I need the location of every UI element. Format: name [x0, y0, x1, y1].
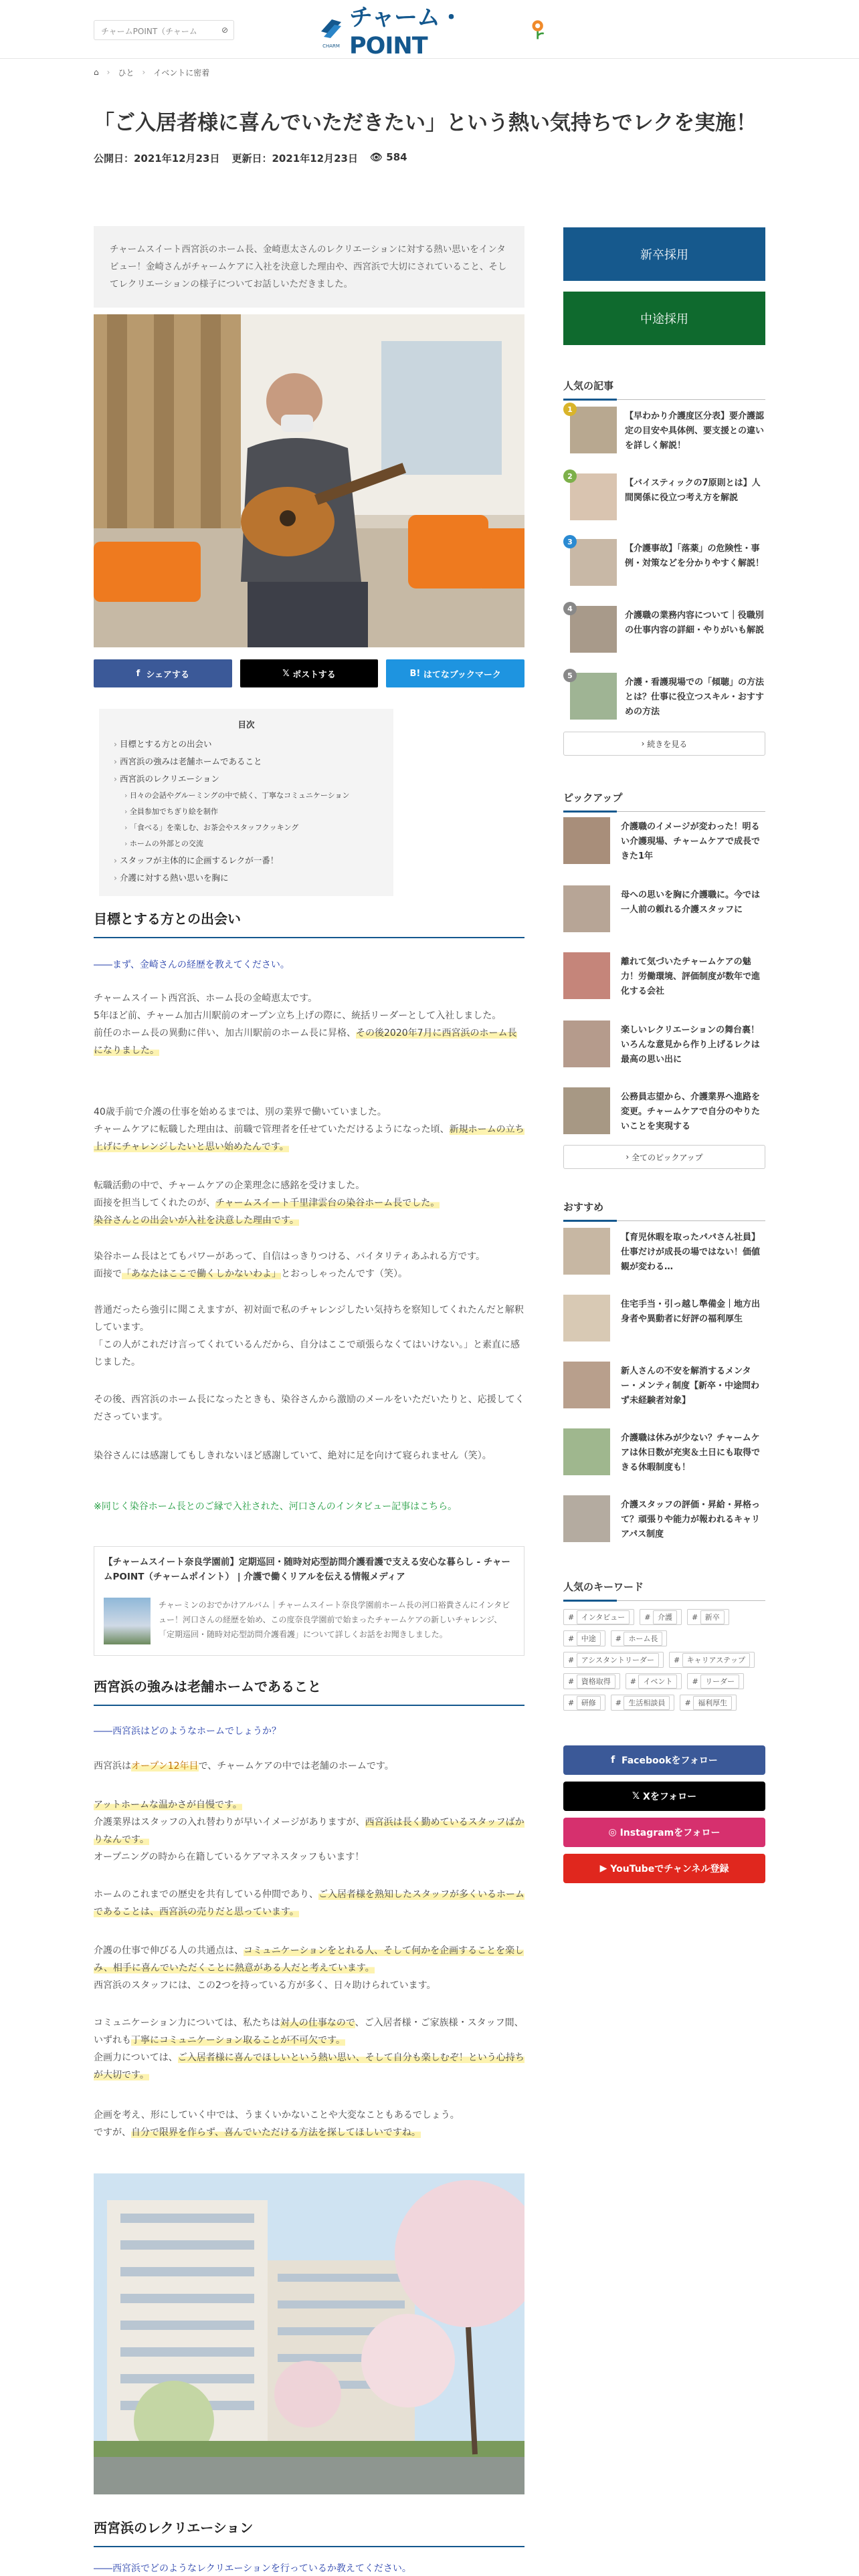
sentence — [94, 1212, 524, 1229]
link-card-thumbnail — [104, 1598, 151, 1644]
x-icon: 𝕏 — [632, 1791, 644, 1802]
paragraph — [94, 1177, 524, 1229]
article-title: 【育児休暇を取ったパパさん社員】仕事だけが成長の場ではない！価値観が変わる… — [621, 1232, 761, 1272]
sentence-part: とおっしゃったんです（笑）。 — [281, 1269, 407, 1279]
popular-article[interactable] — [563, 473, 765, 522]
article-summary: チャームスイート西宮浜のホーム長、金崎恵太さんのレクリエーションに対する熱い思いをインタビュー！金崎さんがチャームケアに入社を決意した理由や、西宮浜で大切にされていること、そしてレクリエーションの様子についてお話しいただきました。 — [94, 226, 524, 308]
keyword-label: アシスタントリーダー — [577, 1653, 659, 1667]
paragraph — [94, 990, 524, 1059]
article-title: 【バイスティックの7原則とは】人間関係に役立つ考え方を解説 — [625, 478, 761, 503]
sentence: オープニングの時から在籍しているケアマネスタッフもいます！ — [94, 1852, 365, 1862]
sentence-part: 前任のホーム長の異動に伴い、加古川駅前のホーム長に昇格、 — [94, 1028, 356, 1039]
keyword-tag[interactable]: # 中途 — [563, 1630, 605, 1646]
article-title: 【介護事故】「落薬」の危険性・事例・対策などを分かりやすく解説！ — [625, 544, 765, 568]
article-thumbnail — [570, 407, 617, 453]
more-label: 全てのピックアップ — [631, 1152, 703, 1162]
sentence — [94, 1814, 524, 1848]
published-date: 公開日：2021年12月23日 — [94, 152, 220, 165]
facebook-follow-button[interactable] — [563, 1745, 765, 1775]
breadcrumb — [94, 64, 209, 80]
youtube-subscribe-button[interactable] — [563, 1854, 765, 1883]
paragraph — [94, 2107, 524, 2141]
sentence: 5年ほど前、チャーム加古川駅前のオープン立ち上げの際に、統括リーダーとして入社しました。 — [94, 1010, 502, 1021]
keyword-tag[interactable]: # 新卒 — [687, 1609, 729, 1625]
popular-articles-title: 人気の記事 — [563, 379, 765, 400]
rank-badge: 4 — [563, 602, 577, 615]
paragraph — [94, 1886, 524, 1921]
toc-title: 目次 — [237, 720, 255, 730]
sentence: 西宮浜のスタッフには、この2つを持っている方が多く、日々助けられています。 — [94, 1980, 436, 1991]
sentence-part: チャームケアに転職した理由は、前職で管理者を任せていただけるようになった頃、 — [94, 1124, 450, 1135]
paragraph — [94, 2014, 524, 2084]
keyword-tag[interactable]: # リーダー — [687, 1673, 744, 1689]
follow-label: YouTubeでチャンネル登録 — [610, 1864, 729, 1874]
keyword-tag[interactable]: # 介護 — [640, 1609, 682, 1625]
view-count — [370, 151, 407, 165]
article-title: 介護職の業務内容について｜役職別の仕事内容の詳細・やりがいも解説 — [625, 611, 765, 635]
sentence-part: コミュニケーション力については、私たちは — [94, 2018, 280, 2028]
article-meta — [94, 151, 524, 165]
popular-more-button[interactable] — [563, 732, 765, 756]
hatena-bookmark-button[interactable] — [386, 659, 524, 687]
rank-badge: 2 — [563, 469, 577, 483]
section-heading-recreation: 西宮浜のレクリエーション — [94, 2517, 524, 2547]
paragraph — [94, 1757, 524, 1775]
sentence-part: 介護業界はスタッフの入れ替わりが早いイメージがありますが、 — [94, 1817, 365, 1828]
article-thumbnail — [570, 473, 617, 520]
search-placeholder: チャームPOINT（チャーム — [101, 27, 197, 36]
sentence — [94, 1265, 524, 1283]
article-thumbnail — [563, 1362, 610, 1408]
sentence: 企画を考え、形にしていく中では、うまくいかないことや大変なこともあるでしょう。 — [94, 2110, 460, 2121]
popular-article[interactable] — [563, 407, 765, 455]
highlight: その後2020年7月に西宮浜のホーム長になりました。 — [94, 1028, 517, 1056]
sentence-part: ですが、 — [94, 2127, 131, 2138]
article-thumbnail — [563, 817, 610, 864]
pickup-article[interactable] — [563, 817, 765, 867]
recommend-article[interactable] — [563, 1228, 765, 1277]
mid-career-recruit-button[interactable]: 中途採用 — [563, 292, 765, 345]
highlight: 「あなたはここで働くしかないわよ」 — [122, 1269, 281, 1279]
rank-badge: 1 — [563, 403, 577, 416]
sentence — [94, 1121, 524, 1156]
article-thumbnail — [570, 606, 617, 653]
sentence-part: 面接を担当してくれたのが、 — [94, 1198, 215, 1208]
highlight: コミュニケーションをとれる人、そして何かを企画することを楽しみ、相手に喜んでいただくことに熱意がある人だと考えています。 — [94, 1945, 524, 1973]
rank-badge: 3 — [563, 535, 577, 548]
site-logo[interactable] — [318, 5, 546, 60]
highlight: アットホームな温かさが自慢です。 — [94, 1800, 242, 1810]
link-card[interactable] — [94, 1546, 524, 1656]
share-buttons — [94, 659, 524, 687]
article-title: 新人さんの不安を解消するメンター・メンティ制度【新卒・中途問わず未経験者対象】 — [621, 1366, 759, 1406]
toc-item[interactable]: › 介護に対する熱い思いを胸に — [114, 869, 379, 887]
article-thumbnail — [563, 1087, 610, 1134]
paragraph — [94, 1103, 524, 1156]
new-grad-recruit-button[interactable]: 新卒採用 — [563, 227, 765, 281]
keyword-label: インタビュー — [577, 1610, 630, 1624]
instagram-follow-button[interactable] — [563, 1818, 765, 1847]
recommend-article[interactable] — [563, 1362, 765, 1411]
rank-badge: 5 — [563, 669, 577, 682]
article-title: 公務員志望から、介護業界へ進路を変更。チャームケアで自分のやりたいことを実現する — [621, 1092, 761, 1132]
recommend-article[interactable] — [563, 1495, 765, 1545]
toc-item[interactable]: › 西宮浜のレクリエーション — [114, 770, 379, 788]
toc-subitem[interactable]: › 日々の会話やグルーミングの中で続く、丁寧なコミュニケーション — [114, 788, 379, 804]
highlight: 自分で限界を作らず、喜んでいただける方法を探してほしいですね。 — [131, 2127, 421, 2138]
toc-item[interactable]: › 西宮浜の強みは老舗ホームであること — [114, 753, 379, 770]
keyword-tag[interactable]: # 研修 — [563, 1695, 605, 1711]
sentence — [94, 1025, 524, 1059]
toc-item[interactable]: › スタッフが主体的に企画するレクが一番！ — [114, 852, 379, 869]
highlight: ご入居者様を熟知したスタッフが多くいるホームであることは、西宮浜の売りだと思っています。 — [94, 1889, 524, 1917]
chevron-right-icon: › — [641, 739, 648, 748]
hatena-label: はてなブックマーク — [423, 669, 501, 680]
keyword-tag[interactable]: # アシスタントリーダー — [563, 1652, 664, 1668]
article-thumbnail — [563, 952, 610, 999]
sentence: 転職活動の中で、チャームケアの企業理念に感銘を受けました。 — [94, 1180, 365, 1191]
article-header — [94, 107, 757, 165]
popular-article[interactable] — [563, 606, 765, 654]
keyword-tag[interactable]: # 資格取得 — [563, 1673, 620, 1689]
sentence: 普通だったら強引に聞こえますが、初対面で私のチャレンジしたい気持ちを察知してくれたんだと解釈しています。 — [94, 1305, 524, 1333]
breadcrumb-separator: › — [106, 68, 110, 77]
keyword-tags — [563, 1609, 765, 1711]
article-title: 介護・看護現場での「傾聴」の方法とは？仕事に役立つスキル・おすすめの方法 — [625, 677, 765, 717]
recommend-article[interactable] — [563, 1428, 765, 1478]
article-title: 住宅手当・引っ越し準備金｜地方出身者や異動者に好評の福利厚生 — [621, 1299, 761, 1324]
paragraph — [94, 1796, 524, 1866]
photo-building-cherry-blossoms — [94, 2173, 524, 2494]
pickup-article[interactable] — [563, 1087, 765, 1137]
popular-article[interactable] — [563, 673, 765, 721]
search-input[interactable] — [94, 20, 234, 40]
site-header — [0, 0, 859, 59]
home-icon[interactable]: ⌂ — [94, 68, 99, 77]
sentence: 染谷ホーム長はとてもパワーがあって、自信はっきりつける、バイタリティあふれる方です。 — [94, 1251, 486, 1262]
sentence — [94, 2049, 524, 2084]
keyword-label: 生活相談員 — [624, 1696, 670, 1710]
link-card-title: 【チャームスイート奈良学園前】定期巡回・随時対応型訪問介護看護で支える安心な暮らし - チャームPOINT（チャームポイント） | 介護で働くリアルを伝える情報メディア — [104, 1557, 510, 1582]
article-title: 離れて気づいたチャームケアの魅力！労働環境、評価制度が数年で進化する会社 — [621, 957, 761, 996]
article-title: 母への思いを胸に介護職に。今では一人前の頼れる介護スタッフに — [621, 890, 761, 915]
keyword-tag[interactable]: # イベント — [626, 1673, 682, 1689]
article-title: 介護職のイメージが変わった！明るい介護現場、チャームケアで成長できた1年 — [621, 822, 761, 861]
breadcrumb-item-event[interactable]: イベントに密着 — [153, 68, 210, 78]
pickup-title: ピックアップ — [563, 790, 765, 812]
more-label: 続きを見る — [647, 739, 688, 749]
highlight: 対人の仕事なので — [280, 2018, 355, 2028]
pickup-article[interactable] — [563, 1021, 765, 1070]
keyword-label: 資格取得 — [577, 1675, 615, 1689]
article-thumbnail — [563, 1295, 610, 1341]
paragraph — [94, 1248, 524, 1283]
sentence — [94, 1194, 524, 1212]
keyword-label: 福利厚生 — [693, 1696, 732, 1710]
photo-guitar-performance — [94, 314, 524, 647]
sentence-part: 介護の仕事で伸びる人の共通点は、 — [94, 1945, 244, 1956]
sentence-part: 西宮浜は — [94, 1761, 131, 1772]
interview-question: ――まず、金崎さんの経歴を教えてください。 — [94, 960, 290, 970]
pickup-article[interactable] — [563, 952, 765, 1002]
interview-question: ――西宮浜でどのようなレクリエーションを行っているか教えてください。 — [94, 2563, 411, 2574]
facebook-share-label: シェアする — [146, 669, 190, 680]
article-thumbnail — [570, 673, 617, 720]
section-heading-strength: 西宮浜の強みは老舗ホームであること — [94, 1676, 524, 1706]
keyword-tag[interactable]: # インタビュー — [563, 1609, 634, 1625]
recommend-article[interactable] — [563, 1295, 765, 1344]
highlight: 西宮浜は長く勤めているスタッフばかりなんです。 — [94, 1817, 524, 1845]
youtube-icon: ▶ — [599, 1863, 611, 1874]
x-post-label: ポストする — [292, 669, 336, 680]
article-thumbnail — [563, 1428, 610, 1475]
paragraph — [94, 1942, 524, 1994]
paragraph — [94, 1301, 524, 1371]
page-title: 「ご入居者様に喜んでいただきたい」という熱い気持ちでレクを実施！ — [94, 111, 757, 135]
search-icon[interactable]: ⊘ — [221, 25, 228, 35]
chevron-right-icon: › — [626, 1152, 632, 1162]
follow-label: Instagramをフォロー — [619, 1828, 721, 1838]
keyword-label: キャリアステップ — [682, 1653, 750, 1667]
related-interview-link[interactable]: ※同じく染谷ホーム長とのご縁で入社された、河口さんのインタビュー記事はこちら。 — [94, 1501, 458, 1512]
article-title: 楽しいレクリエーションの舞台裏！いろんな意見から作り上げるレクは最高の思い出に — [621, 1025, 760, 1065]
follow-label: Xをフォロー — [643, 1792, 697, 1802]
breadcrumb-separator: › — [142, 68, 146, 77]
logo-text: チャーム・POINT — [349, 5, 462, 60]
pickup-article[interactable] — [563, 885, 765, 935]
article-thumbnail — [570, 539, 617, 586]
keyword-tag[interactable]: # ホーム長 — [611, 1630, 668, 1646]
sentence-part: 企画力については、 — [94, 2052, 178, 2063]
pickup-more-button[interactable] — [563, 1145, 765, 1169]
highlight: 丁寧にコミュニケーション取ることが不可欠です。 — [131, 2035, 346, 2046]
sentence-part: ホームのこれまでの歴史を共有している仲間であり、 — [94, 1889, 318, 1900]
keyword-label: 中途 — [577, 1632, 601, 1646]
x-follow-button[interactable] — [563, 1782, 765, 1811]
view-count-value: 584 — [386, 151, 407, 163]
keyword-label: 新卒 — [700, 1610, 725, 1624]
paragraph: その後、西宮浜のホーム長になったときも、染谷さんから激励のメールをいただいたりと、応援してくださっています。 — [94, 1394, 524, 1422]
keyword-label: 研修 — [577, 1696, 601, 1710]
keyword-label: リーダー — [700, 1675, 739, 1689]
article-title: 【早わかり介護度区分表】要介護認定の目安や具体例、要支援との違いを詳しく解説！ — [625, 411, 765, 451]
facebook-share-button[interactable] — [94, 659, 232, 687]
updated-date: 更新日：2021年12月23日 — [231, 152, 358, 165]
sentence — [94, 2014, 524, 2049]
highlight: チャームスイート千里津雲台の染谷ホーム長でした。 — [215, 1198, 440, 1208]
article-thumbnail — [563, 1495, 610, 1542]
sentence-part: 面接で — [94, 1269, 122, 1279]
article-title: 介護職は休みが少ない？チャームケアは休日数が充実＆土日にも取得できる休暇制度も！ — [621, 1433, 761, 1473]
article-thumbnail — [563, 1228, 610, 1275]
facebook-icon: f — [611, 1755, 622, 1765]
paragraph: 染谷さんには感謝してもしきれないほど感謝していて、絶対に足を向けて寝られません（笑）。 — [94, 1451, 492, 1461]
highlight: 新規ホームの立ち上げにチャレンジしたいと思い始めたんです。 — [94, 1124, 524, 1152]
keywords-title: 人気のキーワード — [563, 1580, 765, 1601]
toc-subitem[interactable]: › ホームの外部との交流 — [114, 836, 379, 852]
recommend-title: おすすめ — [563, 1200, 765, 1221]
eye-icon: 👁 — [370, 151, 387, 163]
flower-icon — [529, 18, 546, 41]
logo-sub-text: CHARM — [322, 43, 340, 49]
hatena-icon: B! — [409, 668, 423, 679]
sentence: 「この人がこれだけ言ってくれているんだから、自分はここで頑張らなくてはいけない。」と素直に感じました。 — [94, 1339, 520, 1368]
article-thumbnail — [563, 885, 610, 932]
table-of-contents — [99, 709, 393, 896]
instagram-icon: ◎ — [608, 1827, 620, 1838]
breadcrumb-item-hito[interactable]: ひと — [118, 68, 134, 78]
interview-question: ――西宮浜はどのようなホームでしょうか？ — [94, 1726, 281, 1737]
toc-subitem[interactable]: › 「食べる」を楽しむ、お茶会やスタッフクッキング — [114, 820, 379, 836]
highlight: 染谷さんとの出会いが入社を決意した理由です。 — [94, 1215, 299, 1226]
facebook-icon: f — [136, 668, 147, 679]
keyword-label: 介護 — [653, 1610, 677, 1624]
toc-item[interactable]: › 目標とする方との出会い — [114, 736, 379, 753]
sentence-part: で、チャームケアの中では老舗のホームです。 — [198, 1761, 394, 1772]
highlight: オープン12年目 — [131, 1761, 199, 1772]
article-title: 介護スタッフの評価・昇給・昇格って？頑張りや能力が報われるキャリアパス制度 — [621, 1500, 761, 1539]
link-card-body: チャーミンのおでかけアルバム｜チャームスイート奈良学園前ホーム長の河口裕貴さんにインタビュー！河口さんの経歴を始め、この度奈良学園前で始まったチャームケアの新しいチャレンジ、「定期巡回・随時対応型訪問介護看護」について詳しくお話をお聞きしました。 — [159, 1600, 510, 1639]
x-icon: 𝕏 — [282, 668, 293, 679]
sentence-part: 、ご入居者様・ご家族様・スタッフ間、いずれも — [94, 2018, 524, 2046]
toc-subitem[interactable]: › 全員参加でちぎり絵を制作 — [114, 804, 379, 820]
keyword-tag[interactable]: # 生活相談員 — [611, 1695, 675, 1711]
sentence: 40歳手前で介護の仕事を始めるまでは、別の業界で働いていました。 — [94, 1107, 387, 1117]
sentence: チャームスイート西宮浜、ホーム長の金崎恵太です。 — [94, 993, 318, 1004]
article-thumbnail — [563, 1021, 610, 1067]
section-heading-meeting: 目標とする方との出会い — [94, 908, 524, 938]
keyword-tag[interactable]: # 福利厚生 — [680, 1695, 737, 1711]
keyword-tag[interactable]: # キャリアステップ — [669, 1652, 755, 1668]
keyword-label: ホーム長 — [624, 1632, 662, 1646]
sentence — [94, 1796, 524, 1814]
sentence — [94, 2124, 524, 2141]
popular-article[interactable] — [563, 539, 765, 587]
sentence — [94, 1942, 524, 1977]
keyword-label: イベント — [638, 1675, 677, 1689]
follow-label: Facebookをフォロー — [621, 1755, 718, 1766]
highlight: ご入居者様に喜んでほしいという熱い思い、そして自分も楽しむぞ！という心持ちが大切です。 — [94, 2052, 524, 2080]
x-post-button[interactable] — [240, 659, 379, 687]
logo-mark-icon — [318, 17, 344, 49]
